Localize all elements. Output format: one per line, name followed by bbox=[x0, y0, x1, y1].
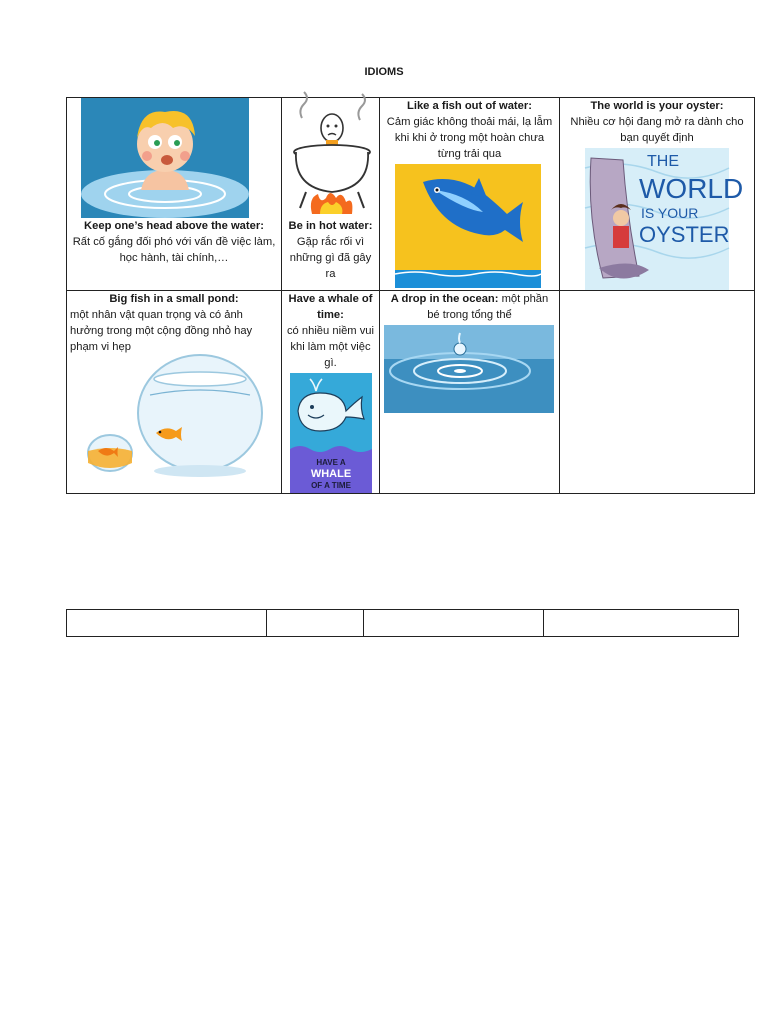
idiom-term: Big fish in a small pond: bbox=[109, 293, 239, 305]
idiom-cell-world-oyster bbox=[560, 98, 755, 291]
empty-table bbox=[66, 609, 739, 637]
idiom-cell-head-above-water bbox=[67, 98, 282, 291]
idiom-meaning: Cảm giác không thoải mái, lạ lẫm khi khi ở trong một hoàn chưa từng trải qua bbox=[386, 116, 553, 160]
idiom-term: Keep one’s head above the water: bbox=[84, 220, 264, 232]
idiom-meaning: Rất cố gắng đối phó với vấn đề việc làm, học hành, tài chính,… bbox=[72, 236, 276, 264]
water-drop-icon bbox=[384, 325, 554, 413]
idiom-term: Be in hot water: bbox=[288, 220, 373, 232]
empty-cell bbox=[364, 610, 544, 637]
idiom-cell-drop-ocean bbox=[380, 291, 560, 494]
idiom-cell-hot-water bbox=[282, 98, 380, 291]
idiom-meaning: có nhiều niềm vui khi làm một việc gì. bbox=[286, 325, 375, 369]
idiom-meaning: Gặp rắc rối vì những gì đã gây ra bbox=[289, 236, 372, 280]
empty-cell bbox=[560, 291, 755, 494]
idiom-term: A drop in the ocean: bbox=[390, 293, 499, 305]
poster-text-line3: OF A TIME bbox=[311, 481, 351, 490]
idiom-term-line bbox=[380, 291, 559, 323]
idiom-term: Like a fish out of water: bbox=[407, 100, 532, 112]
idiom-cell-fish-out-of-water bbox=[380, 98, 560, 291]
empty-cell bbox=[67, 610, 267, 637]
poster-text-line2: WHALE bbox=[310, 468, 352, 480]
boy-swimming-icon bbox=[81, 98, 281, 218]
whale-poster-icon bbox=[290, 373, 372, 493]
idioms-table bbox=[66, 97, 755, 494]
idiom-term: The world is your oyster: bbox=[590, 100, 724, 112]
idiom-meaning: Nhiều cơ hội đang mở ra dành cho bạn quyết định bbox=[570, 116, 744, 144]
book-title-line4: OYSTER bbox=[639, 222, 730, 247]
idiom-meaning: một nhân vật quan trọng và có ảnh hưởng trong một cộng đồng nhỏ hay phạm vi hẹp bbox=[70, 309, 253, 353]
goldfish-bowls-icon bbox=[70, 355, 260, 479]
book-title-line2: WORLD bbox=[639, 173, 744, 204]
empty-cell bbox=[267, 610, 364, 637]
boiling-pot-icon bbox=[284, 98, 379, 218]
poster-text-line1: HAVE A bbox=[316, 458, 346, 467]
table-row bbox=[67, 291, 755, 494]
page-title: IDIOMS bbox=[364, 66, 404, 78]
idiom-cell-whale bbox=[282, 291, 380, 494]
jumping-fish-icon bbox=[395, 164, 541, 288]
book-title-line3: IS YOUR bbox=[641, 205, 699, 221]
table-row bbox=[67, 98, 755, 291]
table-row bbox=[67, 610, 739, 637]
idiom-term: Have a whale of time: bbox=[288, 293, 373, 321]
empty-cell bbox=[544, 610, 739, 637]
idiom-meaning: một phần bé trong tổng thể bbox=[427, 293, 549, 321]
oyster-book-cover-icon bbox=[585, 148, 744, 290]
idiom-cell-big-fish bbox=[67, 291, 282, 494]
book-title-line1: THE bbox=[647, 153, 679, 170]
